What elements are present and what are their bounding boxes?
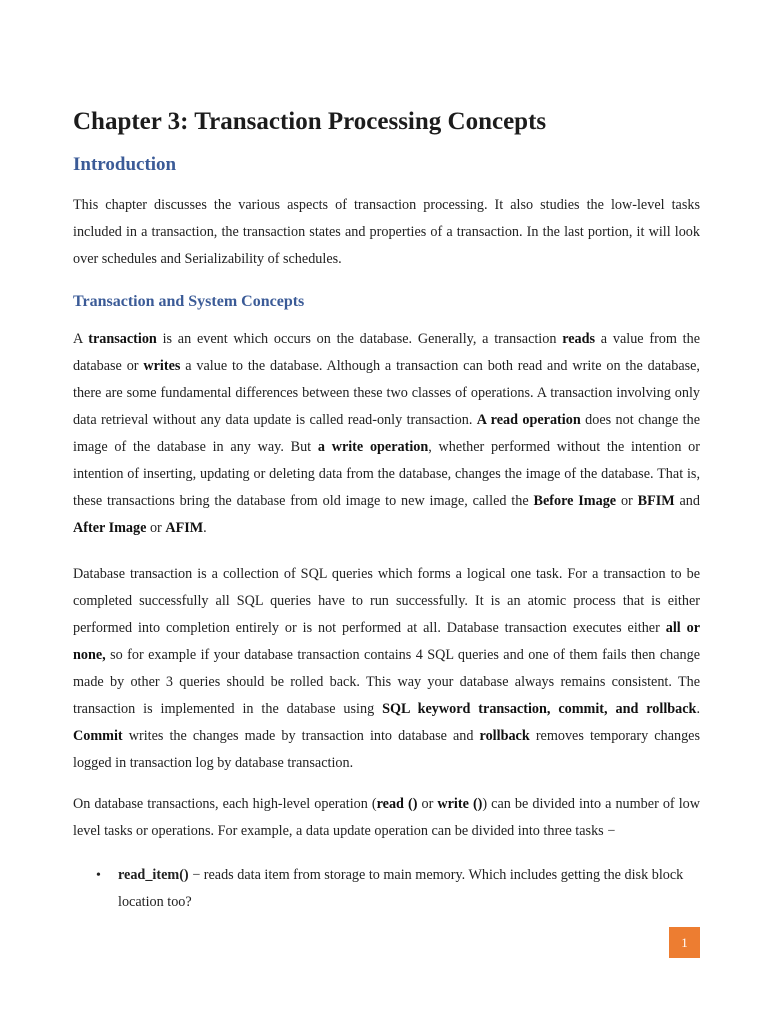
text-run: and [674, 493, 700, 509]
chapter-title: Chapter 3: Transaction Processing Concepts [73, 108, 547, 135]
bold-term: Before Image [533, 493, 617, 509]
bold-term: rollback [479, 728, 530, 744]
bold-term: transaction [88, 331, 157, 347]
list-item [73, 862, 700, 916]
introduction-heading: Introduction [73, 154, 177, 175]
text-run: . [203, 520, 207, 536]
operations-paragraph [73, 791, 700, 845]
text-run: − reads data item from storage to main memory. Which includes getting the disk block location too? [118, 867, 684, 910]
text-run: . [696, 701, 700, 717]
bold-term: read_item() [118, 867, 189, 883]
bold-term: SQL keyword transaction, commit, and rollback [382, 701, 697, 717]
text-run: removes temporary changes logged in transaction log by database transaction. [73, 728, 700, 771]
text-run: a value from the database or [73, 331, 701, 374]
text-run: or [616, 493, 638, 509]
task-bullet-list [73, 862, 700, 916]
bold-term: After Image [73, 520, 147, 536]
text-run: is an event which occurs on the database. Generally, a transaction [156, 331, 563, 347]
transaction-definition-paragraph [73, 326, 700, 542]
bold-term: all or none, [73, 620, 700, 663]
text-run: Database transaction is a collection of SQL queries which forms a logical one task. For a transaction to be completed successfully all SQL queries have to run successfully. It is an atomic process that is either performed into completion entirely or is not performed at all. Database transaction executes either [73, 566, 700, 636]
database-transaction-paragraph [73, 561, 700, 777]
text-run: a value to the database. Although a transaction can both read and write on the database, there are some fundamental differences between these two classes of operations. A transaction involving only data retrieval without any data update is called read-only transaction. [73, 358, 700, 428]
text-run: writes the changes made by transaction into database and [122, 728, 480, 744]
section-heading: Transaction and System Concepts [73, 293, 305, 310]
intro-paragraph: This chapter discusses the various aspects of transaction processing. It also studies the low-level tasks included in a transaction, the transaction states and properties of a transaction. In the last portion, it will look over schedules and Serializability of schedules. [73, 197, 700, 267]
text-run: or [417, 796, 438, 812]
bold-term: read () [376, 796, 418, 812]
bold-term: Commit [73, 728, 123, 744]
text-run: or [146, 520, 166, 536]
text-run: , whether performed without the intention or intention of inserting, updating or deleting data from the database, changes the image of the database. That is, these transactions bring the database from old image to new image, called the [73, 439, 700, 509]
bold-term: a write operation [317, 439, 429, 455]
text-run: so for example if your database transaction contains 4 SQL queries and one of them fails then change made by other 3 queries should be rolled back. This way your database always remains consistent. The transaction is implemented in the database using [73, 647, 700, 717]
text-run: does not change the image of the database in any way. But [73, 412, 701, 455]
bold-term: A read operation [476, 412, 581, 428]
bold-term: writes [143, 358, 181, 374]
bullet-icon: • [96, 868, 101, 883]
text-run: ) can be divided into a number of low level tasks or operations. For example, a data update operation can be divided into three tasks − [73, 796, 700, 839]
bold-term: write () [437, 796, 483, 812]
bold-term: BFIM [637, 493, 675, 509]
text-run: A [73, 331, 89, 347]
bold-term: reads [562, 331, 596, 347]
page-number-badge: 1 [669, 927, 700, 958]
text-run: On database transactions, each high-level operation ( [73, 796, 377, 812]
bold-term: AFIM [165, 520, 204, 536]
